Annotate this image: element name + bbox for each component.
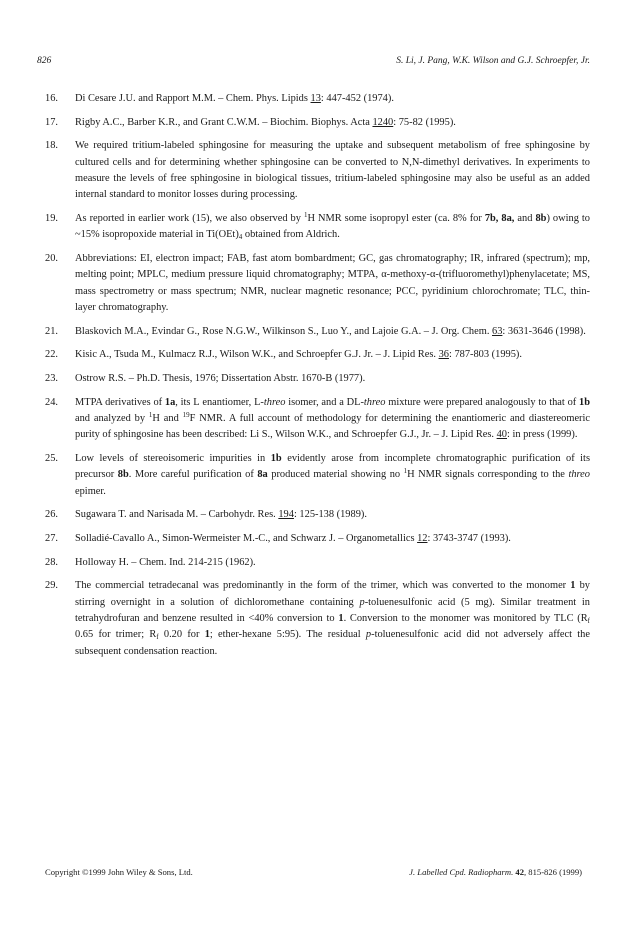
reference-item bbox=[45, 324, 590, 340]
reference-text: Abbreviations: EI, electron impact; FAB, fast atom bombardment; GC, gas chromatography; IR, infrared (spectrum); mp, melting point; MPLC, medium pressure liquid chromatography; MTPA, α-methoxy-α-(trifluoromethyl)phenylacetate; MS, mass spectrometry or mass spectrum; NMR, nuclear magnetic resonance; PCC, pyridinium chlorochromate; TLC, thin-layer chromatography. bbox=[75, 253, 590, 314]
reference-item bbox=[45, 138, 590, 204]
reference-item bbox=[45, 91, 590, 107]
reference-number: 26. bbox=[45, 509, 58, 521]
reference-number: 20. bbox=[45, 253, 58, 264]
reference-number: 23. bbox=[45, 373, 58, 384]
reference-item bbox=[45, 251, 590, 317]
reference-number: 16. bbox=[45, 93, 58, 104]
reference-item bbox=[45, 115, 590, 131]
reference-item bbox=[45, 371, 590, 387]
reference-item bbox=[45, 555, 590, 571]
reference-number: 19. bbox=[45, 213, 58, 224]
reference-text: The commercial tetradecanal was predominantly in the form of the trimer, which was converted to the monomer 1 by stirring overnight in a solution of dichloromethane containing p-toluenesulfonic acid (5 mg). Similar treatment in tetrahydrofuran and benzene resulted in <40% conversion to 1. Conversion to the monomer was monitored by TLC ($R_f$ 0.65 for trimer; $R_f$ 0.20 for 1; ether-hexane 5:95). The residual p-toluenesulfonic acid did not adversely affect the subsequent condensation reaction. bbox=[75, 580, 591, 657]
reference-text: Sugawara T. and Narisada M. – Carbohydr. Res. 194: 125-138 (1989). bbox=[75, 509, 367, 521]
reference-number: 28. bbox=[45, 556, 58, 568]
reference-list bbox=[45, 91, 590, 667]
journal-citation: J. Labelled Cpd. Radiopharm. 42, 815-826 (1999) bbox=[409, 867, 582, 877]
reference-text: Low levels of stereoisomeric impurities in 1b evidently arose from incomplete chromatographic purification of its precursor 8b. More careful purification of 8a produced material showing no $^1$H NMR signals corresponding to the threo epimer. bbox=[75, 453, 590, 497]
copyright-notice: Copyright ©1999 John Wiley & Sons, Ltd. bbox=[45, 867, 193, 877]
reference-text: Holloway H. – Chem. Ind. 214-215 (1962). bbox=[75, 556, 256, 568]
reference-text: Rigby A.C., Barber K.R., and Grant C.W.M. – Biochim. Biophys. Acta 1240: 75-82 (1995). bbox=[75, 116, 456, 128]
reference-item bbox=[45, 347, 590, 363]
reference-number: 25. bbox=[45, 453, 58, 464]
reference-number: 24. bbox=[45, 396, 58, 408]
running-title: S. Li, J. Pang, W.K. Wilson and G.J. Schroepfer, Jr. bbox=[396, 56, 590, 66]
reference-text: MTPA derivatives of 1a, its L enantiomer, L-threo isomer, and a DL-threo mixture were prepared analogously to that of 1b and analyzed by $^1$H and $^{19}$F NMR. A full account of methodology for determining the enantiomeric and diastereomeric purity of sphingosine has been described: Li S., Wilson W.K., and Schroepfer G.J., Jr. – J. Lipid Res. 40: in press (1999). bbox=[75, 396, 591, 441]
reference-item bbox=[45, 211, 590, 244]
reference-item bbox=[45, 451, 590, 500]
page-number: 826 bbox=[37, 56, 52, 66]
reference-number: 18. bbox=[45, 140, 58, 152]
reference-item bbox=[45, 578, 590, 660]
reference-text: Solladié-Cavallo A., Simon-Wermeister M.-C., and Schwarz J. – Organometallics 12: 3743-3747 (1993). bbox=[75, 533, 511, 544]
reference-number: 27. bbox=[45, 533, 58, 544]
reference-item bbox=[45, 395, 590, 444]
reference-text: Blaskovich M.A., Evindar G., Rose N.G.W., Wilkinson S., Luo Y., and Lajoie G.A. – J. Org. Chem. 63: 3631-3646 (1998). bbox=[75, 325, 586, 337]
reference-number: 17. bbox=[45, 116, 58, 128]
reference-number: 29. bbox=[45, 580, 58, 592]
reference-number: 22. bbox=[45, 349, 58, 361]
reference-text: Ostrow R.S. – Ph.D. Thesis, 1976; Dissertation Abstr. 1670-B (1977). bbox=[75, 373, 366, 384]
reference-text: Kisic A., Tsuda M., Kulmacz R.J., Wilson W.K., and Schroepfer G.J. Jr. – J. Lipid Res. 36: 787-803 (1995). bbox=[75, 349, 522, 361]
reference-item bbox=[45, 507, 590, 523]
reference-item bbox=[45, 531, 590, 547]
reference-number: 21. bbox=[45, 325, 58, 337]
reference-text: Di Cesare J.U. and Rapport M.M. – Chem. Phys. Lipids 13: 447-452 (1974). bbox=[75, 93, 394, 104]
reference-text: As reported in earlier work (15), we also observed by $^1$H NMR some isopropyl ester (ca. 8% for 7b, 8a, and 8b) owing to ~15% isopropoxide material in $Ti(OEt)_4$ obtained from Aldrich. bbox=[75, 211, 590, 242]
reference-text: We required tritium-labeled sphingosine for measuring the uptake and subsequent metabolism of free sphingosine by cultured cells and for determining whether sphingosine can be converted to N,N-dimethyl derivatives. In experiments to measure the levels of free sphingosine in biological tissues, tritium-labeled sphingosine may also be useful as an added internal standard to monitor losses during processing. bbox=[75, 140, 590, 201]
